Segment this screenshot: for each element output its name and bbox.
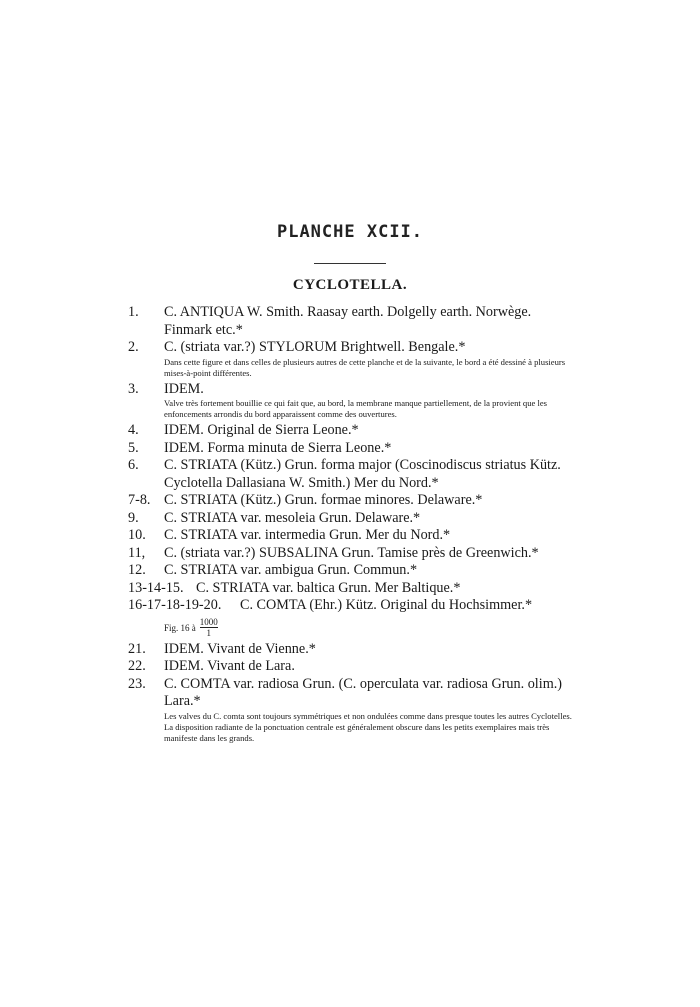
entry-text: C. COMTA (Ehr.) Kütz. Original du Hochsimmer.* [240,597,533,613]
magnification-note [128,615,578,641]
entry-text: IDEM. [164,380,204,397]
list-item [128,510,578,528]
list-item [128,492,578,510]
list-item [128,440,578,458]
list-item [128,457,578,492]
list-item [128,562,578,580]
entry-text: C. STRIATA var. baltica Grun. Mer Baltique.* [196,579,461,596]
entry-text: C. ANTIQUA W. Smith. Raasay earth. Dolgelly earth. Norwège. Finmark etc.* [164,304,532,338]
list-item [128,339,578,357]
list-item [128,580,578,598]
entry-number: 9. [128,509,139,526]
entry-text: IDEM. Vivant de Vienne.* [164,640,316,657]
entry-text: C. (striata var.?) SUBSALINA Grun. Tamise près de Greenwich.* [164,544,539,561]
list-item [128,304,578,339]
magnification-fraction [200,617,218,638]
entry-text: C. STRIATA (Kütz.) Grun. formae minores. Delaware.* [164,492,483,508]
title-divider [314,263,386,264]
entry-note: Valve très fortement bouillie ce qui fait que, au bord, la membrane manque partiellement, de la provient que les enfoncements arrondis du bord apparaissent comme des ouvertures. [164,398,548,419]
plate-title: PLANCHE XCII. [276,222,424,242]
entry-text: C. STRIATA (Kütz.) Grun. forma major (Coscinodiscus striatus Kütz. Cyclotella Dallasiana W. Smith.) Mer du Nord.* [164,457,561,491]
entry-number: 5. [128,439,139,456]
entry-note: Les valves du C. comta sont toujours symmétriques et non ondulées comme dans presque toutes les autres Cyclotelles. La disposition radiante de la ponctuation centrale est généralement obscure dans les petits exemplaires mais très manifeste dans les grands. [164,710,572,743]
entry-text: IDEM. Forma minuta de Sierra Leone.* [164,439,392,456]
magnification-numerator: 1000 [199,617,218,627]
entry-number: 4. [128,422,139,438]
list-item [128,381,578,399]
section-title: CYCLOTELLA. [292,277,408,293]
entry-number: 11, [128,544,146,561]
list-item [128,597,578,615]
list-item [128,527,578,545]
entry-text: C. STRIATA var. ambigua Grun. Commun.* [164,562,418,578]
entry-number: 10. [128,527,146,543]
entry-number: 21. [128,640,146,657]
entry-number: 16-17-18-19-20. [128,597,222,613]
entry-number: 7-8. [128,492,151,508]
entry-text: IDEM. Original de Sierra Leone.* [164,422,359,438]
entry-text: C. (striata var.?) STYLORUM Brightwell. Bengale.* [164,339,466,355]
entry-note: Dans cette figure et dans celles de plusieurs autres de cette planche et de la suivante, le bord a été dessiné à plusieurs mises-à-point différentes. [164,356,566,378]
entry-number: 22. [128,658,146,674]
magnification-denominator: 1 [206,628,212,638]
entry-number: 12. [128,562,146,578]
entry-text: IDEM. Vivant de Lara. [164,658,295,674]
entry-number: 23. [128,675,146,692]
magnification-label: Fig. 16 à [164,622,196,633]
list-item [128,676,578,711]
entry-number: 3. [128,380,139,397]
entry-number: 1. [128,304,139,320]
list-item [128,658,578,676]
entry-text: C. STRIATA var. mesoleia Grun. Delaware.* [164,509,421,526]
entry-number: 6. [128,457,139,473]
entry-text: C. STRIATA var. intermedia Grun. Mer du Nord.* [164,527,451,543]
entry-list [128,304,578,746]
entry-text: C. COMTA var. radiosa Grun. (C. operculata var. radiosa Grun. olim.) Lara.* [164,675,562,709]
list-item [128,641,578,659]
entry-number: 2. [128,339,139,355]
list-item [128,545,578,563]
list-item [128,422,578,440]
entry-number: 13-14-15. [128,579,184,596]
